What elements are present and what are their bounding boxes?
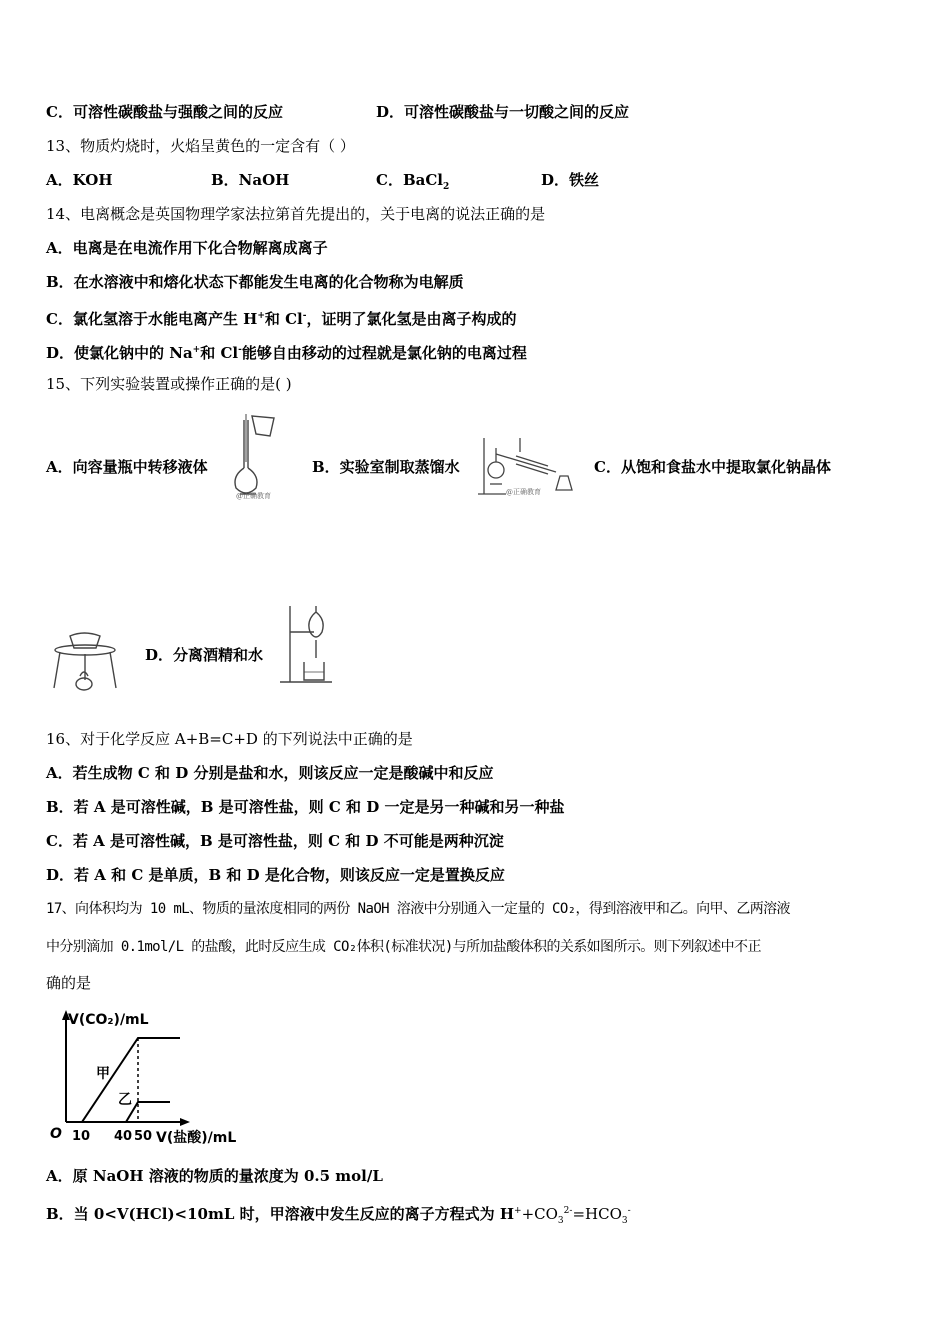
q15-stem: 15、下列实验装置或操作正确的是( ) (46, 375, 292, 393)
q14-option-b: B．在水溶液中和熔化状态下都能发生电离的化合物称为电解质 (46, 273, 464, 291)
q16-option-c: C．若 A 是可溶性碱，B 是可溶性盐，则 C 和 D 不可能是两种沉淀 (46, 832, 504, 850)
distillation-apparatus-image (476, 432, 576, 500)
svg-text:@正确教育: @正确教育 (506, 488, 541, 496)
q13-option-b: B．NaOH (211, 171, 290, 189)
q17-option-a: A．原 NaOH 溶液的物质的量浓度为 0.5 mol/L (46, 1167, 383, 1185)
q12-option-d: D．可溶性碳酸盐与一切酸之间的反应 (376, 103, 630, 121)
x-axis-arrow (180, 1118, 190, 1126)
volumetric-flask-transfer-image (230, 410, 286, 502)
q12-option-c: C．可溶性碳酸盐与强酸之间的反应 (46, 103, 283, 121)
tick-50: 50 (134, 1129, 153, 1144)
q14-option-c: C．氯化氢溶于水能电离产生 H+和 Cl-，证明了氯化氢是由离子构成的 (46, 310, 517, 328)
q15-option-d: D．分离酒精和水 (145, 646, 264, 664)
x-axis-label: V(盐酸)/mL (156, 1130, 237, 1146)
q13-option-c: C．BaCl$_2$ (376, 171, 450, 192)
label-yi: 乙 (118, 1092, 132, 1108)
q17-stem-line3: 确的是 (46, 974, 92, 992)
q17-option-b: B．当 0<V(HCl)<10mL 时，甲溶液中发生反应的离子方程式为 $H^++CO_3^{2-}=HCO_3^-$ (46, 1205, 631, 1226)
q16-stem: 16、对于化学反应 A+B=C+D 的下列说法中正确的是 (46, 730, 413, 748)
q15-option-b: B．实验室制取蒸馏水 (312, 458, 460, 476)
label-jia: 甲 (96, 1066, 110, 1082)
separatory-funnel-image (278, 602, 334, 690)
q13-option-a: A．KOH (46, 171, 113, 189)
q16-option-b: B．若 A 是可溶性碱，B 是可溶性盐，则 C 和 D 一定是另一种碱和另一种盐 (46, 798, 565, 816)
tick-10: 10 (72, 1129, 91, 1144)
q13-option-d: D．铁丝 (541, 171, 600, 189)
origin-label: O (50, 1126, 62, 1142)
q16-option-d: D．若 A 和 C 是单质，B 和 D 是化合物，则该反应一定是置换反应 (46, 866, 505, 884)
svg-text:@正确教育: @正确教育 (236, 492, 271, 500)
y-axis-label: V(CO₂)/mL (68, 1012, 149, 1028)
curve-jia (66, 1038, 180, 1122)
co2-volume-graph (44, 1006, 264, 1148)
q14-option-d: D．使氯化钠中的 Na+和 Cl-能够自由移动的过程就是氯化钠的电离过程 (46, 344, 527, 362)
q15-option-a: A．向容量瓶中转移液体 (46, 458, 208, 476)
q15-option-c: C．从饱和食盐水中提取氯化钠晶体 (594, 458, 831, 476)
q17-stem-line1: 17、向体积均为 10 mL、物质的量浓度相同的两份 NaOH 溶液中分别通入一定量的 CO₂，得到溶液甲和乙。向甲、乙两溶液 (46, 901, 790, 917)
q14-stem: 14、电离概念是英国物理学家法拉第首先提出的，关于电离的说法正确的是 (46, 205, 546, 223)
q17-stem-line2: 中分别滴加 0.1mol/L 的盐酸，此时反应生成 CO₂体积(标准状况)与所加盐酸体积的关系如图所示。则下列叙述中不正 (46, 939, 761, 955)
q13-stem: 13、物质灼烧时，火焰呈黄色的一定含有（ ） (46, 137, 355, 155)
evaporating-dish-image (50, 630, 120, 696)
q16-option-a: A．若生成物 C 和 D 分别是盐和水，则该反应一定是酸碱中和反应 (46, 764, 494, 782)
q14-option-a: A．电离是在电流作用下化合物解离成离子 (46, 239, 328, 257)
tick-40: 40 (114, 1129, 133, 1144)
